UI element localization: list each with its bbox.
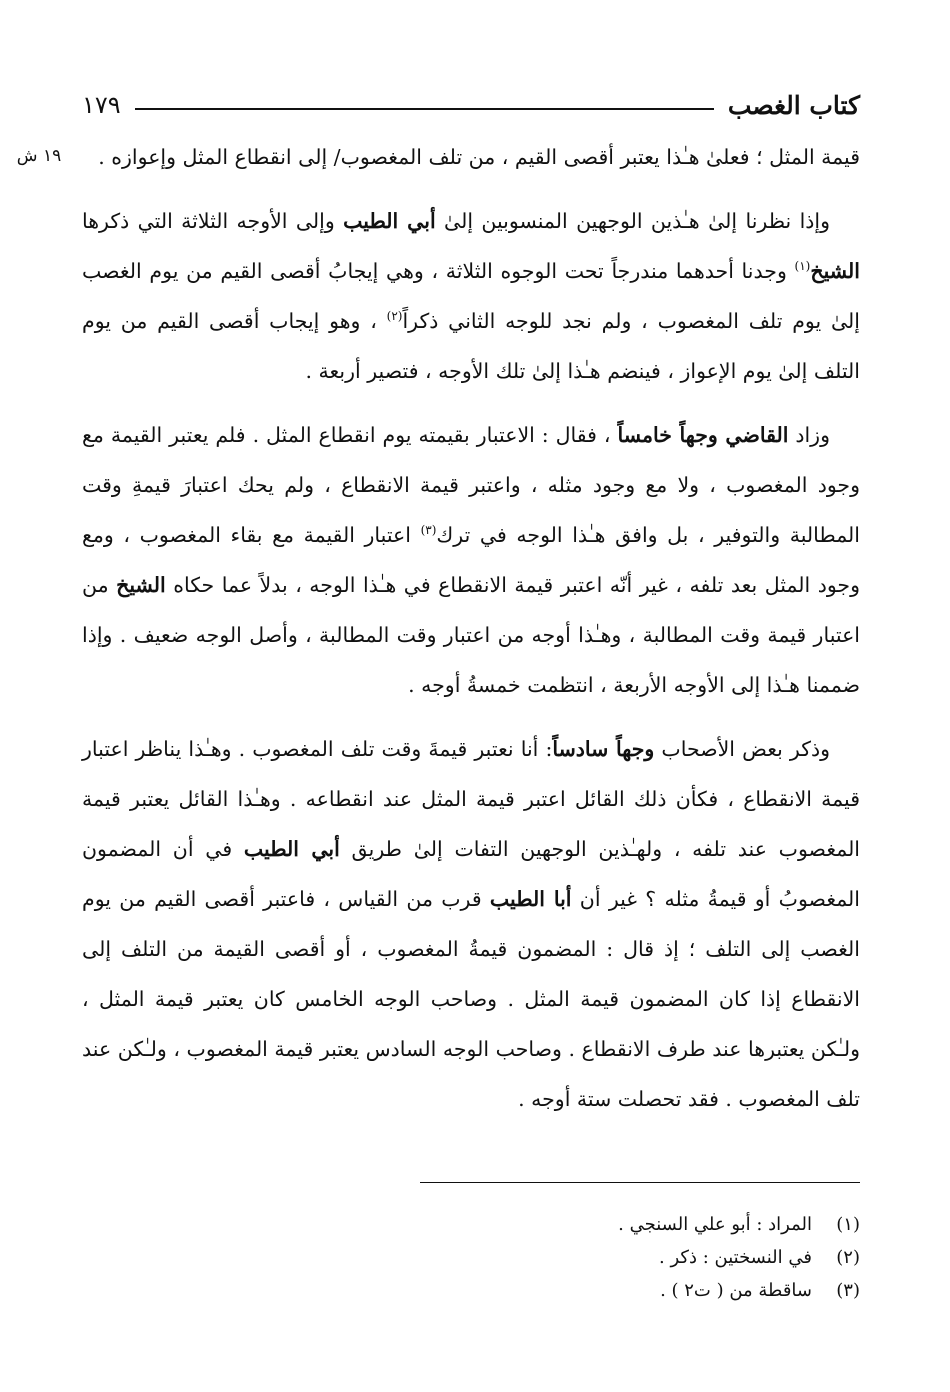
paragraph-1: قيمة المثل ؛ فعلىٰ هـٰذا يعتبر أقصى القيم ، من تلف المغصوب/ إلى انقطاع المثل وإعوازه .	[98, 145, 860, 169]
footnote-text: ساقطة من ( ت٢ ) .	[660, 1280, 812, 1301]
footnote-text: المراد : أبو علي السنجي .	[618, 1214, 812, 1235]
paragraph-3: وزاد القاضي وجهاً خامساً ، فقال : الاعتبار بقيمته يوم انقطاع المثل . فلم يعتبر القيمة مع وجود المغصوب ، ولا مع وجود مثله ، واعتبر قيمة الانقطاع ، ولم يحك اعتبارَ قيمةِ وقت المطالبة والتوفير ، بل وافق هـٰذا الوجه في ترك$^{(٣)}$ اعتبار القيمة مع بقاء المغصوب ، ومع وجود المثل بعد تلفه ، غير أنّه اعتبر قيمة الانقطاع في هـٰذا الوجه ، بدلاً عما حكاه الشيخ من اعتبار قيمة وقت المطالبة ، وهـٰذا أوجه من اعتبار وقت المطالبة ، وأصل الوجه ضعيف . وإذا ضممنا هـٰذا إلى الأوجه الأربعة ، انتظمت خمسةُ أوجه .	[82, 423, 860, 697]
manuscript-folio-note: ١٩ ش	[16, 146, 62, 166]
bold-name: الشيخ	[810, 259, 860, 283]
page-number: ١٧٩	[82, 91, 121, 119]
footnote-ref: (٣)	[420, 523, 437, 538]
bold-name: الشيخ	[116, 573, 166, 597]
footnote-mark: (١)	[836, 1214, 860, 1235]
footnote-text: في النسختين : ذكر .	[659, 1247, 812, 1268]
running-header	[82, 88, 860, 122]
bold-name: أبي الطيب	[343, 209, 436, 233]
footnote-mark: (٢)	[836, 1247, 860, 1268]
bold-name: القاضي وجهاً خامساً	[617, 423, 789, 447]
bold-name: أبي الطيب	[243, 837, 340, 861]
chapter-title: كتاب الغصب	[727, 90, 860, 120]
header-rule	[135, 108, 714, 110]
bold-name: وجهاً سادساً	[552, 737, 655, 761]
footnote-ref: (٢)	[386, 309, 403, 324]
paragraph-4: وذكر بعض الأصحاب وجهاً سادساً: أنا نعتبر قيمةَ وقت تلف المغصوب . وهـٰذا يناظر اعتبار قيمة الانقطاع ، فكأن ذلك القائل اعتبر قيمة المثل عند انقطاعه . وهـٰذا القائل يعتبر قيمة المغصوب عند تلفه ، ولهـٰذين الوجهين التفات إلىٰ طريق أبي الطيب في أن المضمون المغصوبُ أو قيمةُ مثله ؟ غير أن أبا الطيب قرب من القياس ، فاعتبر أقصى القيم من يوم الغصب إلى التلف ؛ إذ قال : المضمون قيمةُ المغصوب ، أو أقصى القيمة من التلف إلى الانقطاع إذا كان المضمون قيمة المثل . وصاحب الوجه الخامس كان يعتبر قيمة المثل ، ولـٰكن يعتبرها عند طرف الانقطاع . وصاحب الوجه السادس يعتبر قيمة المغصوب ، ولـٰكن عند تلف المغصوب . فقد تحصلت ستة أوجه .	[82, 737, 861, 1111]
footnote-item	[82, 1208, 860, 1241]
footnote-ref: (١)	[794, 259, 811, 274]
footnote-item	[82, 1241, 860, 1274]
footnote-separator	[420, 1182, 860, 1183]
footnotes	[82, 1208, 860, 1307]
main-text	[82, 132, 860, 1138]
bold-name: أبا الطيب	[489, 887, 572, 911]
footnote-mark: (٣)	[836, 1280, 860, 1301]
footnote-item	[82, 1274, 860, 1307]
paragraph-2: وإذا نظرنا إلىٰ هـٰذين الوجهين المنسوبين إلىٰ أبي الطيب وإلى الأوجه الثلاثة التي ذكرها الشيخ$^{(١)}$ وجدنا أحدهما مندرجاً تحت الوجوه الثلاثة ، وهي إيجابُ أقصى القيم من يوم الغصب إلىٰ يوم تلف المغصوب ، ولم نجد للوجه الثاني ذكراً$^{(٢)}$ ، وهو إيجاب أقصى القيم من يوم التلف إلىٰ يوم الإعواز ، فينضم هـٰذا إلىٰ تلك الأوجه ، فتصير أربعة .	[82, 209, 860, 383]
